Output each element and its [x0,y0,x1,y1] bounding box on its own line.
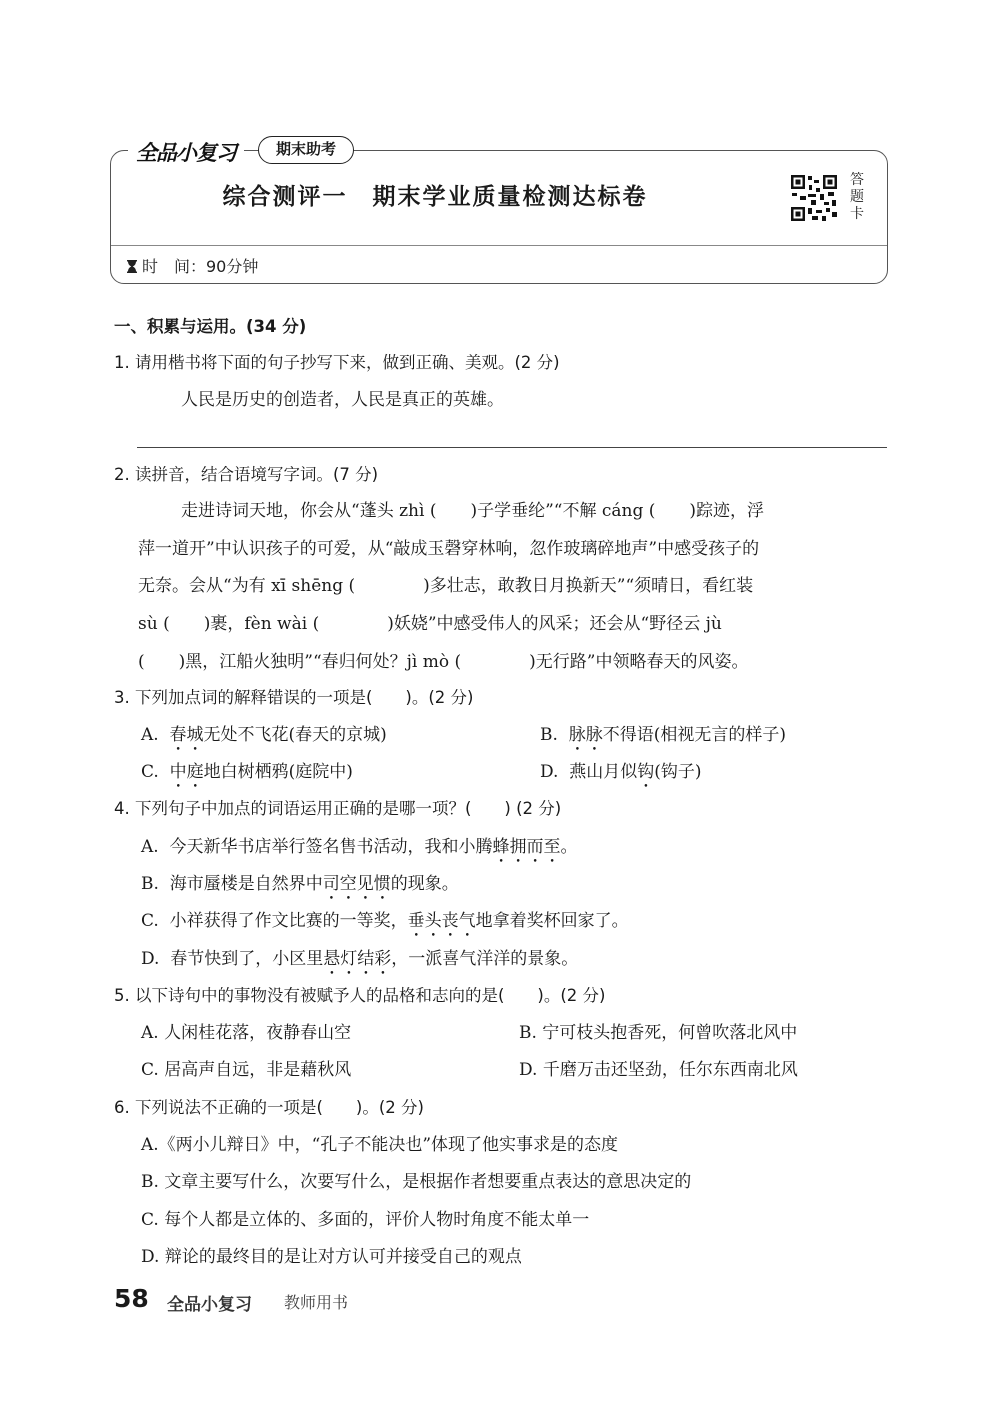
option-c: C. 小祥获得了作文比赛的一等奖，垂头丧气地拿着奖杯回家了。 [141,911,629,931]
question-2-line: sù ( )裹，fèn wài ( )妖娆”中感受伟人的风采；还会从“野径云 jù [138,614,722,634]
option-c: C. 每个人都是立体的、多面的，评价人物时角度不能太单一 [141,1210,590,1230]
option-d: D. 春节快到了，小区里悬灯结彩，一派喜气洋洋的景象。 [141,949,579,969]
answer-card-label: 答 题 卡 [850,172,864,222]
option-a: A. 人闲桂花落，夜静春山空 [141,1023,352,1043]
question-2-line: 无奈。会从“为有 xī shēng ( )多壮志，敢教日月换新天”“须晴日，看红装 [138,576,754,596]
question-2-line: ( )黑，江船火独明”“春归何处？jì mò ( )无行路”中领略春天的风姿。 [138,652,749,672]
option-b: B. 海市蜃楼是自然界中司空见惯的现象。 [141,874,459,894]
option-c: C. 中庭地白树栖鸦(庭院中) [141,762,353,782]
question-1-stem: 1. 请用楷书将下面的句子抄写下来，做到正确、美观。(2 分) [114,353,560,372]
page-number: 58 [114,1284,149,1313]
option-d: D. 千磨万击还坚劲，任尔东西南北风 [519,1060,798,1080]
header-divider [111,245,887,246]
answer-line[interactable] [137,447,887,448]
section-title: 一、积累与运用。(34 分) [114,317,307,336]
option-b: B. 脉脉不得语(相视无言的样子) [540,725,786,745]
qr-code-icon[interactable] [790,174,838,222]
option-a: A.《两小儿辩日》中，“孔子不能决也”体现了他实事求是的态度 [141,1135,619,1155]
brand-logo: 全品小复习 [128,137,244,167]
page-title: 综合测评一 期末学业质量检测达标卷 [222,183,648,210]
question-6-stem: 6. 下列说法不正确的一项是( )。(2 分) [114,1098,424,1117]
option-d: D. 辩论的最终目的是让对方认可并接受自己的观点 [141,1247,522,1267]
hourglass-icon [127,260,137,273]
question-2-line: 走进诗词天地，你会从“蓬头 zhì ( )子学垂纶”“不解 cáng ( )踪迹，浮 [181,501,765,521]
option-b: B. 宁可枝头抱香死，何曾吹落北风中 [519,1023,798,1043]
exam-tag: 期末助考 [258,136,354,164]
option-b: B. 文章主要写什么，次要写什么，是根据作者想要重点表达的意思决定的 [141,1172,692,1192]
question-2-stem: 2. 读拼音，结合语境写字词。(7 分) [114,465,379,484]
option-c: C. 居高声自远，非是藉秋风 [141,1060,352,1080]
question-5-stem: 5. 以下诗句中的事物没有被赋予人的品格和志向的是( )。(2 分) [114,986,606,1005]
question-3-stem: 3. 下列加点词的解释错误的一项是( )。(2 分) [114,688,474,707]
option-a: A. 今天新华书店举行签名售书活动，我和小腾蜂拥而至。 [141,837,578,857]
option-d: D. 燕山月似钩(钩子) [540,762,702,782]
footer-brand: 全品小复习 [167,1295,252,1315]
exam-time: 时 间：90分钟 [127,254,258,277]
question-1-sentence: 人民是历史的创造者，人民是真正的英雄。 [181,390,504,410]
question-2-line: 萍一道开”中认识孩子的可爱，从“敲成玉磬穿林响，忽作玻璃碎地声”中感受孩子的 [138,539,760,559]
footer-subtitle: 教师用书 [284,1293,349,1312]
option-a: A. 春城无处不飞花(春天的京城) [141,725,387,745]
question-4-stem: 4. 下列句子中加点的词语运用正确的是哪一项？( ) (2 分) [114,799,562,818]
